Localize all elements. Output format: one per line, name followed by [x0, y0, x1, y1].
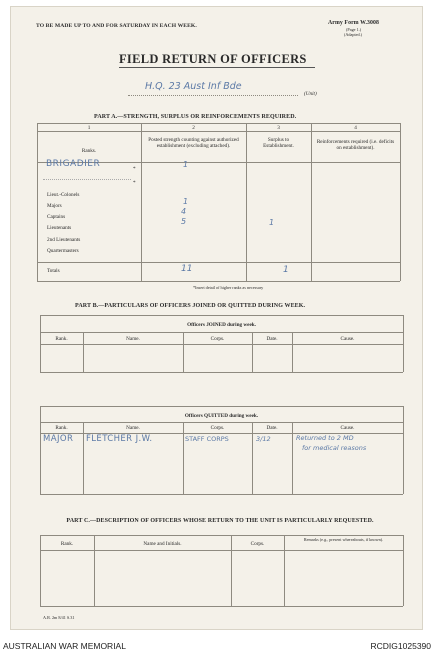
- rank-lieut-colonels: Lieut.-Colonels: [47, 192, 80, 198]
- joined-col-name: Name.: [126, 336, 140, 342]
- quitted-title: Officers QUITTED during week.: [184, 413, 259, 419]
- joined-col-corps: Corps.: [210, 336, 225, 342]
- form-adapted: (Adapted.): [344, 32, 363, 37]
- col-num-1: 1: [87, 125, 91, 131]
- surplus-captains: 1: [269, 218, 275, 227]
- col-num-2: 2: [192, 125, 195, 131]
- unit-handwritten: H.Q. 23 Aust Inf Bde: [145, 81, 242, 92]
- part-c-col-name: Name and Initials.: [143, 541, 182, 547]
- form-id: Army Form W.3008: [328, 20, 380, 26]
- joined-col-date: Date.: [266, 336, 278, 342]
- quitted-cause-line1: Returned to 2 MD: [296, 434, 354, 442]
- part-a-title: PART A.—STRENGTH, SURPLUS OR REINFORCEMENTS REQUIRED.: [94, 114, 297, 120]
- strength-majors: 4: [181, 207, 187, 216]
- col-header-surplus: Surplus to Establishment.: [263, 137, 294, 149]
- part-c-col-remarks: Remarks (e.g., present whereabouts, if known).: [303, 537, 384, 542]
- unit-label: (Unit): [304, 91, 317, 97]
- col-num-3: 3: [277, 125, 280, 131]
- footer-source: AUSTRALIAN WAR MEMORIAL: [3, 641, 126, 651]
- form-page-number: (Page 1.): [346, 27, 362, 32]
- quitted-date: 3/12: [256, 435, 271, 443]
- rank-majors: Majors: [47, 203, 62, 209]
- quitted-corps: STAFF CORPS: [185, 435, 229, 443]
- top-note: TO BE MADE UP TO AND FOR SATURDAY IN EACH WEEK.: [36, 23, 197, 29]
- total-surplus: 1: [283, 265, 289, 275]
- part-c-col-rank: Rank.: [60, 541, 74, 547]
- printer-mark: A.R. 2m 8/41 S.31: [43, 615, 75, 620]
- col-header-posted: Posted strength counting against authorized establishment (excluding attached).: [148, 137, 239, 149]
- rank-2nd-lieutenants: 2nd Lieutenants: [47, 237, 81, 243]
- rank-quartermasters: Quartermasters: [47, 248, 79, 254]
- archive-footer: [0, 638, 435, 654]
- form-title: FIELD RETURN OF OFFICERS: [119, 52, 307, 66]
- part-a-footnote: *Insert detail of higher ranks as necessary: [193, 285, 264, 290]
- quitted-col-corps: Corps.: [210, 425, 225, 431]
- quitted-rank: MAJOR: [43, 434, 74, 444]
- rank-blank-star: *: [133, 180, 136, 186]
- part-c-col-corps: Corps.: [250, 541, 265, 547]
- part-b-title: PART B.—PARTICULARS OF OFFICERS JOINED OR QUITTED DURING WEEK.: [75, 303, 306, 309]
- joined-title: Officers JOINED during week.: [187, 322, 256, 328]
- col-num-4: 4: [354, 125, 357, 131]
- rank-lieutenants: Lieutenants: [47, 225, 72, 231]
- rank-brigadier-handwritten: BRIGADIER: [46, 159, 101, 169]
- total-strength: 11: [181, 264, 193, 274]
- rank-captains: Captains: [47, 214, 66, 220]
- part-c-title: PART C.—DESCRIPTION OF OFFICERS WHOSE RETURN TO THE UNIT IS PARTICULARLY REQUESTED.: [66, 518, 374, 524]
- strength-lieut-colonels: 1: [183, 197, 189, 206]
- strength-brigadier: 1: [183, 160, 189, 169]
- quitted-col-rank: Rank.: [55, 425, 68, 431]
- footer-record-id: RCDIG1025390: [370, 641, 431, 651]
- strength-captains: 5: [181, 217, 187, 226]
- quitted-cause-line2: for medical reasons: [302, 444, 367, 452]
- totals-label: Totals: [47, 268, 60, 274]
- joined-col-cause: Cause.: [340, 336, 355, 342]
- quitted-col-cause: Cause.: [340, 425, 355, 431]
- quitted-col-name: Name.: [126, 425, 140, 431]
- col-header-ranks: Ranks.: [81, 148, 97, 154]
- joined-col-rank: Rank.: [55, 336, 68, 342]
- quitted-col-date: Date.: [266, 425, 278, 431]
- col-header-reinforcements: Reinforcements required (i.e. deficits on establishment).: [316, 139, 395, 151]
- quitted-name: FLETCHER J.W.: [86, 434, 153, 444]
- form-page: TO BE MADE UP TO AND FOR SATURDAY IN EACH WEEK. Army Form W.3008 (Page 1.) (Adapted.) FIELD RETURN OF OFFICERS H.Q. 23 Aust Inf Bde (Unit) PART A.—STRENGTH, SURPLUS OR REINFORCEMENTS REQUIRED. 1 2 3 4 Ranks. Posted strength counting against authorized establishment (excluding attached). Surplus to Establishment. Reinforcements required (i.e. deficits on establishment). BRIGADIER * * Lieut.-Colonels Majors Captains Lieutenants 2nd Lieutenants Quartermasters 1 1 4 5 1 Totals 11 1 *Insert detail of higher ranks as necessary PART B.—PARTICULARS OF OFFICERS JOINED OR QUITTED DURING WEEK. Officers JOINED during week. Rank. Name. Corps. Date. Cause. Officers QUITTED during week. Rank. Name. Corps. Date. Cause. MAJOR FLETCHER J.W. STAFF CORPS 3/12 Returned to 2 MD for medical reasons PART C.—DESCRIPTION OF OFFICERS WHOSE RETURN TO THE UNIT IS PARTICULARLY REQUESTED. Rank. Name and Initials. Corps. Remarks (e.g., present whereabouts, if known). A.R. 2m 8/41 S.31: [10, 6, 423, 630]
